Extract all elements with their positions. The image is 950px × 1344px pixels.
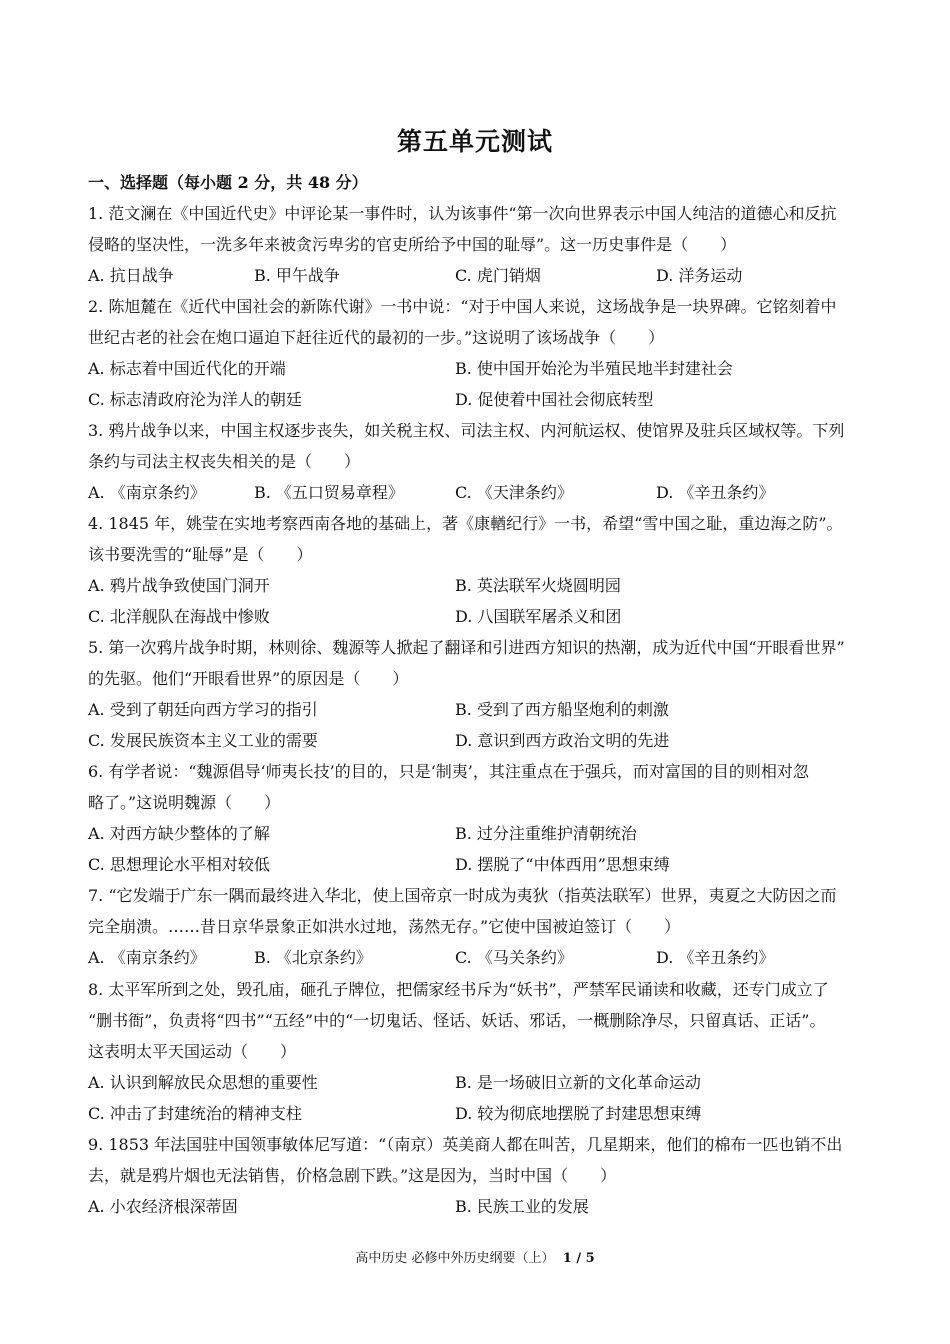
question-2-line-2: 世纪古老的社会在炮口逼迫下赶往近代的最初的一步。”这说明了该场战争（ ） — [88, 328, 665, 347]
question-7-option-b: B. 《北京条约》 — [254, 948, 372, 967]
question-7-option-c: C. 《马关条约》 — [455, 948, 573, 967]
question-1-option-b: B. 甲午战争 — [254, 266, 340, 285]
question-3-option-b: B. 《五口贸易章程》 — [254, 483, 404, 502]
footer-course: 高中历史 必修中外历史纲要（上） — [355, 1251, 555, 1266]
question-8-option-a: A. 认识到解放民众思想的重要性 — [88, 1073, 318, 1092]
question-3-option-a: A. 《南京条约》 — [88, 483, 206, 502]
question-8-option-b: B. 是一场破旧立新的文化革命运动 — [455, 1073, 701, 1092]
question-4-line-2: 该书要洗雪的“耻辱”是（ ） — [88, 545, 313, 564]
question-6-option-c: C. 思想理论水平相对较低 — [88, 855, 270, 874]
question-4-option-c: C. 北洋舰队在海战中惨败 — [88, 607, 270, 626]
question-8-option-d: D. 较为彻底地摆脱了封建思想束缚 — [455, 1104, 702, 1123]
question-1-option-d: D. 洋务运动 — [656, 266, 743, 285]
question-8-line-1: 8. 太平军所到之处，毁孔庙，砸孔子牌位，把儒家经书斥为“妖书”，严禁军民诵读和收藏，还专门成立了 — [88, 980, 829, 999]
page-title: 第五单元测试 — [396, 127, 553, 156]
question-2-option-d: D. 促使着中国社会彻底转型 — [455, 390, 654, 409]
question-3-option-d: D. 《辛丑条约》 — [656, 483, 775, 502]
question-5-option-d: D. 意识到西方政治文明的先进 — [455, 731, 670, 750]
question-8-line-2: “删书衙”，负责将“四书”“五经”中的“一切鬼话、怪话、妖话、邪话，一概删除净尽，只留真话、正话”。 — [88, 1011, 826, 1030]
question-9-line-1: 9. 1853 年法国驻中国领事敏体尼写道：“（南京）英美商人都在叫苦，几星期来，他们的棉布一匹也销不出 — [88, 1135, 843, 1154]
question-4-option-d: D. 八国联军屠杀义和团 — [455, 607, 622, 626]
question-1-option-a: A. 抗日战争 — [88, 266, 174, 285]
question-5-option-c: C. 发展民族资本主义工业的需要 — [88, 731, 318, 750]
question-5-option-a: A. 受到了朝廷向西方学习的指引 — [88, 700, 318, 719]
question-4-option-a: A. 鸦片战争致使国门洞开 — [88, 576, 270, 595]
question-6-line-2: 略了。”这说明魏源（ ） — [88, 793, 281, 812]
question-7-line-1: 7. “它发端于广东一隅而最终进入华北，使上国帝京一时成为夷狄（指英法联军）世界，夷夏之大防因之而 — [88, 886, 837, 905]
question-9-option-a: A. 小农经济根深蒂固 — [88, 1197, 238, 1216]
question-6-option-b: B. 过分注重维护清朝统治 — [455, 824, 637, 843]
question-6-line-1: 6. 有学者说：“魏源倡导‘师夷长技’的目的，只是‘制夷’，其注重点在于强兵，而对富国的目的则相对忽 — [88, 762, 809, 781]
question-1-line-2: 侵略的坚决性，一洗多年来被贪污卑劣的官吏所给予中国的耻辱”。这一历史事件是（ ） — [88, 235, 737, 254]
question-2-option-b: B. 使中国开始沦为半殖民地半封建社会 — [455, 359, 733, 378]
question-6-option-d: D. 摆脱了“中体西用”思想束缚 — [455, 855, 670, 874]
question-3-option-c: C. 《天津条约》 — [455, 483, 573, 502]
question-7-option-d: D. 《辛丑条约》 — [656, 948, 775, 967]
question-7-line-2: 完全崩溃。……昔日京华景象正如洪水过地，荡然无存。”它使中国被迫签订（ ） — [88, 917, 681, 936]
question-7-option-a: A. 《南京条约》 — [88, 948, 206, 967]
question-4-option-b: B. 英法联军火烧圆明园 — [455, 576, 621, 595]
question-8-option-c: C. 冲击了封建统治的精神支柱 — [88, 1104, 302, 1123]
question-9-option-b: B. 民族工业的发展 — [455, 1197, 589, 1216]
question-3-line-1: 3. 鸦片战争以来，中国主权逐步丧失，如关税主权、司法主权、内河航运权、使馆界及驻兵区域权等。下列 — [88, 421, 845, 440]
question-9-line-2: 去，就是鸦片烟也无法销售，价格急剧下跌。”这是因为，当时中国（ ） — [88, 1166, 617, 1185]
question-1-line-1: 1. 范文澜在《中国近代史》中评论某一事件时，认为该事件“第一次向世界表示中国人纯洁的道德心和反抗 — [88, 204, 837, 223]
page-footer — [0, 1247, 950, 1266]
question-5-option-b: B. 受到了西方船坚炮利的刺激 — [455, 700, 669, 719]
question-6-option-a: A. 对西方缺少整体的了解 — [88, 824, 270, 843]
question-2-option-c: C. 标志清政府沦为洋人的朝廷 — [88, 390, 302, 409]
question-1-option-c: C. 虎门销烟 — [455, 266, 541, 285]
question-4-line-1: 4. 1845 年，姚莹在实地考察西南各地的基础上，著《康輶纪行》一书，希望“雪中国之耻，重边海之防”。 — [88, 514, 843, 533]
question-2-option-a: A. 标志着中国近代化的开端 — [88, 359, 286, 378]
question-2-line-1: 2. 陈旭麓在《近代中国社会的新陈代谢》一书中说：“对于中国人来说，这场战争是一块界碑。它铭刻着中 — [88, 297, 837, 316]
question-8-line-3: 这表明太平天国运动（ ） — [88, 1042, 297, 1061]
question-3-line-2: 条约与司法主权丧失相关的是（ ） — [88, 452, 361, 471]
footer-page-number: 1 / 5 — [562, 1251, 595, 1266]
section-heading: 一、选择题（每小题 2 分，共 48 分） — [88, 173, 368, 192]
question-5-line-1: 5. 第一次鸦片战争时期，林则徐、魏源等人掀起了翻译和引进西方知识的热潮，成为近代中国“开眼看世界” — [88, 638, 845, 657]
question-5-line-2: 的先驱。他们“开眼看世界”的原因是（ ） — [88, 669, 409, 688]
